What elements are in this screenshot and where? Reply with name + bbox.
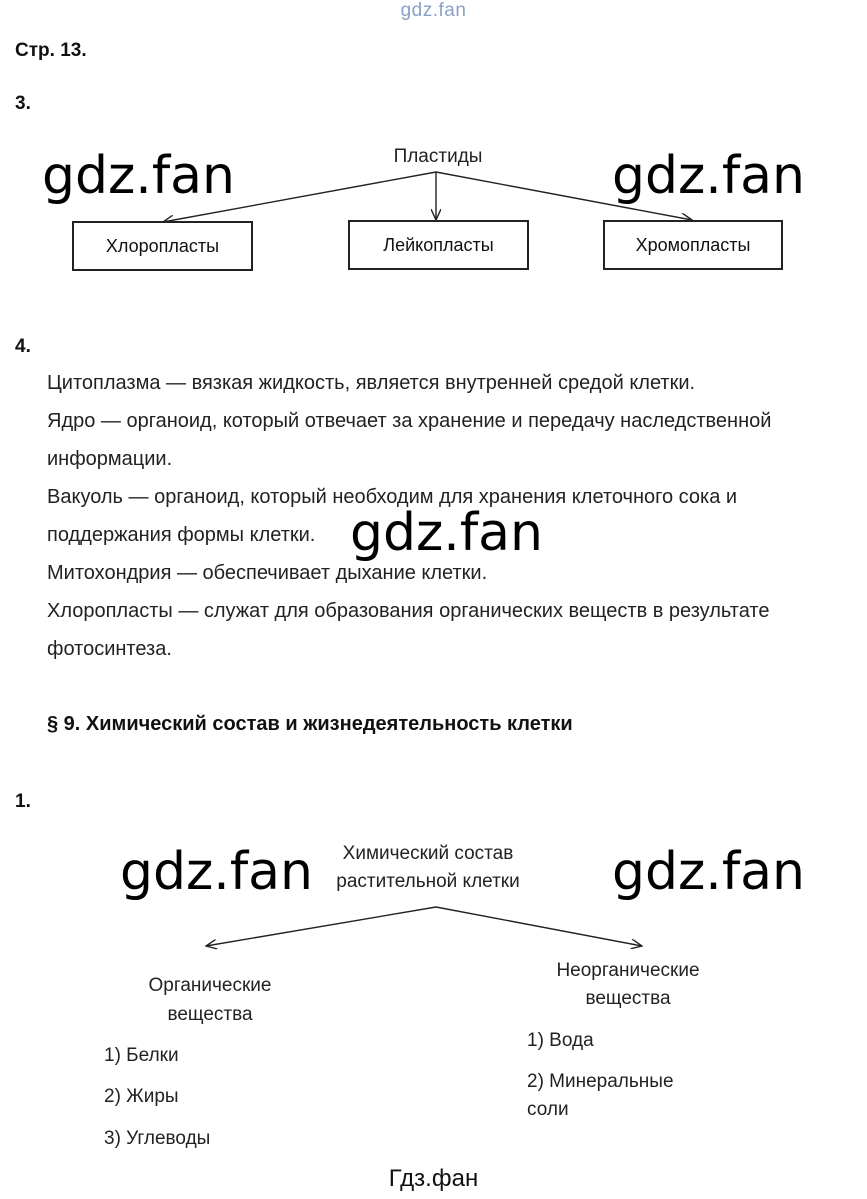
task-4-number: 4. <box>15 336 31 357</box>
box-chromoplasts: Хромопласты <box>603 220 783 270</box>
box-chloroplasts: Хлоропласты <box>72 221 253 271</box>
inorganic-item-1: 1) Вода <box>527 1030 594 1051</box>
inorganic-title-line-2: вещества <box>585 988 671 1009</box>
arrow-to-organic <box>206 907 436 946</box>
watermark-right-2: gdz.fan <box>612 842 805 902</box>
task4-line-6: Митохондрия — обеспечивает дыхание клетки. <box>47 562 488 584</box>
footer-caption: Гдз.фан <box>388 1165 479 1192</box>
organic-item-2: 2) Жиры <box>104 1086 179 1107</box>
watermark-left-1: gdz.fan <box>42 146 235 206</box>
task4-line-1: Цитоплазма — вязкая жидкость, является внутренней средой клетки. <box>47 372 696 394</box>
task4-line-4: Вакуоль — органоид, который необходим для хранения клеточного сока и <box>47 486 738 508</box>
task-1-number: 1. <box>15 791 31 812</box>
organic-item-1: 1) Белки <box>104 1045 179 1066</box>
organic-title-line-2: вещества <box>167 1004 253 1025</box>
chem-root-line-2: растительной клетки <box>336 871 520 892</box>
task4-line-5: поддержания формы клетки. <box>47 524 316 546</box>
page-reference: Стр. 13. <box>15 40 87 61</box>
inorganic-item-2-line-2: соли <box>527 1099 569 1120</box>
watermark-top: gdz.fan <box>400 0 467 21</box>
inorganic-title-line-1: Неорганические <box>556 960 700 981</box>
plastids-root: Пластиды <box>393 146 483 167</box>
watermark-left-2: gdz.fan <box>120 842 313 902</box>
task4-line-7: Хлоропласты — служат для образования органических веществ в результате <box>47 600 770 622</box>
arrow-to-inorganic <box>436 907 642 946</box>
inorganic-item-2-line-1: 2) Минеральные <box>527 1071 674 1092</box>
chem-root-line-1: Химический состав <box>342 843 514 864</box>
task4-line-8: фотосинтеза. <box>47 638 172 660</box>
task-3-number: 3. <box>15 93 31 114</box>
box-leucoplasts: Лейкопласты <box>348 220 529 270</box>
task4-line-2: Ядро — органоид, который отвечает за хранение и передачу наследственной <box>47 410 772 432</box>
watermark-right-1: gdz.fan <box>612 146 805 206</box>
organic-title-line-1: Органические <box>148 975 272 996</box>
organic-item-3: 3) Углеводы <box>104 1128 211 1149</box>
section-title: § 9. Химический состав и жизнедеятельность клетки <box>47 713 573 735</box>
task4-line-3: информации. <box>47 448 173 470</box>
watermark-center: gdz.fan <box>350 503 543 563</box>
